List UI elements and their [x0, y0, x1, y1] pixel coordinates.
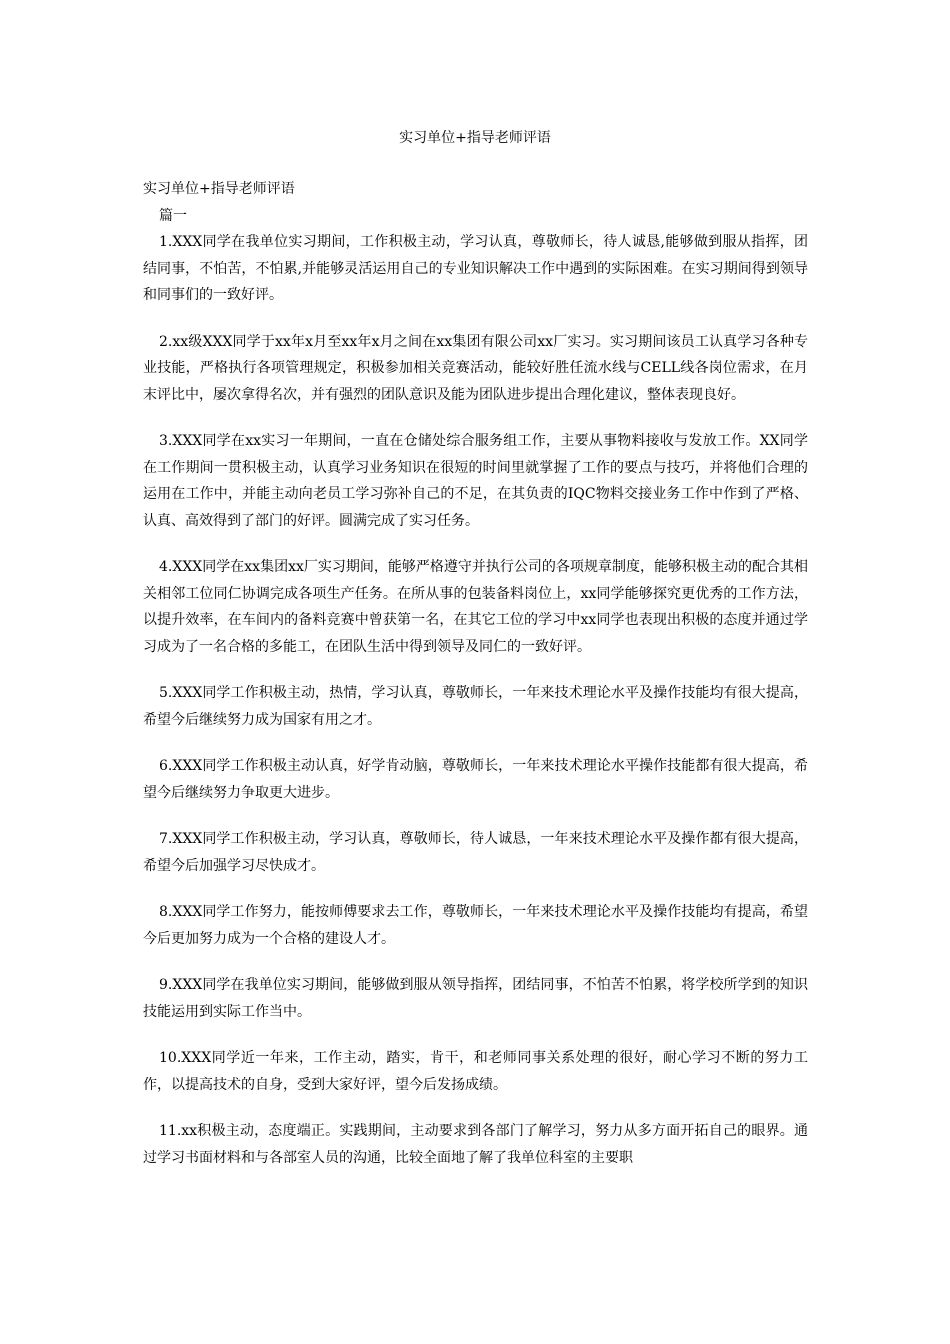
paragraph-2: 2.xx级XXX同学于xx年x月至xx年x月之间在xx集团有限公司xx厂实习。实习期间该员工认真学习各种专业技能，严格执行各项管理规定，积极参加相关竞赛活动，能较好胜任流水线与CELL线各岗位需求，在月末评比中，屡次拿得名次，并有强烈的团队意识及能为团队进步提出合理化建议，整体表现良好。 [143, 333, 808, 403]
paragraph-9: 9.XXX同学在我单位实习期间，能够做到服从领导指挥，团结同事，不怕苦不怕累，将学校所学到的知识技能运用到实际工作当中。 [143, 977, 808, 1020]
document-title: 实习单位+指导老师评语 [399, 130, 551, 146]
paragraph-10: 10.XXX同学近一年来，工作主动，踏实，肯干，和老师同事关系处理的很好，耐心学习不断的努力工作，以提高技术的自身，受到大家好评，望今后发扬成绩。 [143, 1050, 808, 1093]
paragraph-6: 6.XXX同学工作积极主动认真，好学肯动脑，尊敬师长，一年来技术理论水平操作技能都有很大提高，希望今后继续努力争取更大进步。 [143, 758, 808, 801]
paragraph-7: 7.XXX同学工作积极主动，学习认真，尊敬师长，待人诚恳，一年来技术理论水平及操作都有很大提高，希望今后加强学习尽快成才。 [143, 831, 808, 874]
section-label: 篇一 [159, 207, 187, 224]
paragraph-1: 1.XXX同学在我单位实习期间，工作积极主动，学习认真，尊敬师长，待人诚恳,能够做到服从指挥，团结同事，不怕苦，不怕累,并能够灵活运用自己的专业知识解决工作中遇到的实际困难。在实习期间得到领导和同事们的一致好评。 [143, 234, 808, 303]
paragraph-4: 4.XXX同学在xx集团xx厂实习期间，能够严格遵守并执行公司的各项规章制度，能够积极主动的配合其相关相邻工位同仁协调完成各项生产任务。在所从事的包装备料岗位上，xx同学能够探究更优秀的工作方法，以提升效率，在车间内的备料竞赛中曾获第一名，在其它工位的学习中xx同学也表现出积极的态度并通过学习成为了一名合格的多能工，在团队生活中得到领导及同仁的一致好评。 [143, 559, 808, 655]
paragraph-11: 11.xx积极主动，态度端正。实践期间，主动要求到各部门了解学习，努力从多方面开拓自己的眼界。通过学习书面材料和与各部室人员的沟通，比较全面地了解了我单位科室的主要职 [143, 1123, 808, 1166]
paragraph-8: 8.XXX同学工作努力，能按师傅要求去工作，尊敬师长，一年来技术理论水平及操作技能均有提高，希望今后更加努力成为一个合格的建设人才。 [143, 904, 808, 947]
document-body [143, 176, 808, 1191]
paragraph-3: 3.XXX同学在xx实习一年期间，一直在仓储处综合服务组工作，主要从事物料接收与发放工作。XX同学在工作期间一贯积极主动，认真学习业务知识在很短的时间里就掌握了工作的要点与技巧，并将他们合理的运用在工作中，并能主动向老员工学习弥补自己的不足，在其负责的IQC物料交接业务工作中作到了严格、认真、高效得到了部门的好评。圆满完成了实习任务。 [143, 433, 808, 529]
document-subtitle: 实习单位+指导老师评语 [143, 181, 295, 197]
paragraph-5: 5.XXX同学工作积极主动，热情，学习认真，尊敬师长，一年来技术理论水平及操作技能均有很大提高，希望今后继续努力成为国家有用之才。 [143, 685, 808, 728]
